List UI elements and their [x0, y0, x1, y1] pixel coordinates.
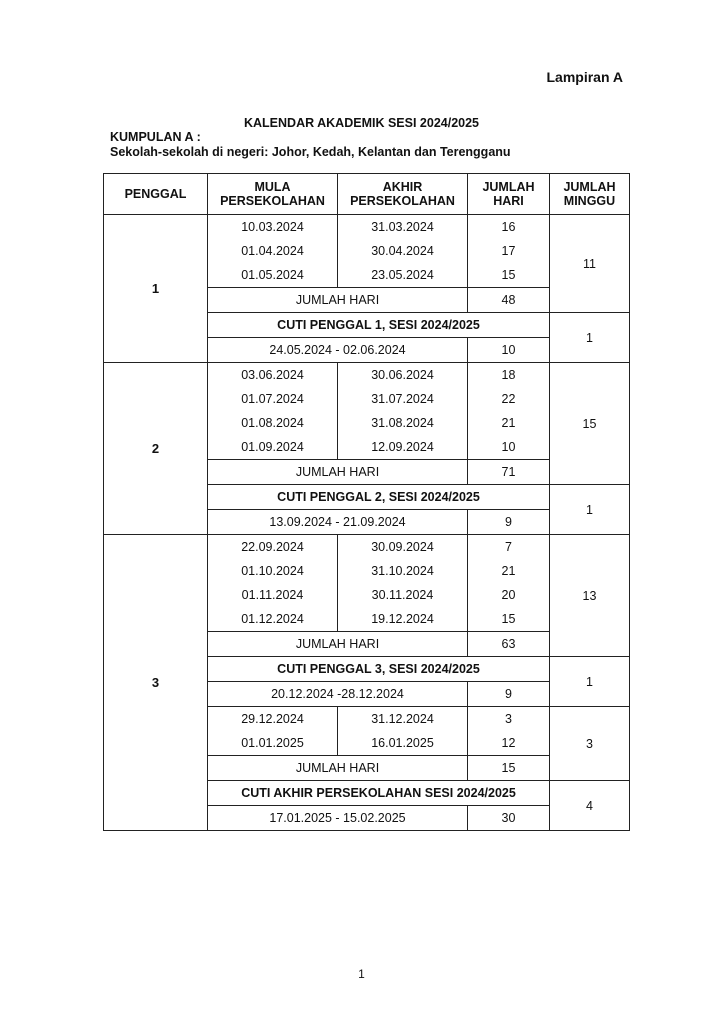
- mula-cell: 01.05.2024: [208, 263, 338, 288]
- minggu-cell: 11: [550, 215, 630, 313]
- mula-cell: 01.08.2024: [208, 411, 338, 435]
- mula-cell: 03.06.2024: [208, 363, 338, 388]
- calendar-title: KALENDAR AKADEMIK SESI 2024/2025: [243, 116, 480, 130]
- table-row: [104, 535, 630, 560]
- hari-cell: 20: [468, 583, 550, 607]
- akhir-cell: 12.09.2024: [338, 435, 468, 460]
- col-mula: MULA PERSEKOLAHAN: [208, 174, 338, 215]
- table-row: [104, 363, 630, 388]
- mula-cell: 01.01.2025: [208, 731, 338, 756]
- total-hari-cell: 71: [468, 460, 550, 485]
- cuti-days-cell: 9: [468, 510, 550, 535]
- akhir-cell: 19.12.2024: [338, 607, 468, 632]
- mula-cell: 01.11.2024: [208, 583, 338, 607]
- total-hari-cell: 48: [468, 288, 550, 313]
- mula-cell: 01.12.2024: [208, 607, 338, 632]
- penggal-1-cell: 1: [104, 215, 208, 363]
- penggal-2-cell: 2: [104, 363, 208, 535]
- cuti-title: CUTI PENGGAL 1, SESI 2024/2025: [208, 313, 550, 338]
- jumlah-hari-label: JUMLAH HARI: [208, 288, 468, 313]
- mula-cell: 22.09.2024: [208, 535, 338, 560]
- hari-cell: 7: [468, 535, 550, 560]
- cuti-days-cell: 9: [468, 682, 550, 707]
- cuti-days-cell: 10: [468, 338, 550, 363]
- hari-cell: 10: [468, 435, 550, 460]
- jumlah-hari-label: JUMLAH HARI: [208, 756, 468, 781]
- total-hari-cell: 63: [468, 632, 550, 657]
- jumlah-hari-label: JUMLAH HARI: [208, 632, 468, 657]
- table-row: [104, 215, 630, 240]
- minggu-cell: 3: [550, 707, 630, 781]
- mula-cell: 01.04.2024: [208, 239, 338, 263]
- hari-cell: 18: [468, 363, 550, 388]
- akhir-cell: 31.03.2024: [338, 215, 468, 240]
- cuti-range: 13.09.2024 - 21.09.2024: [208, 510, 468, 535]
- mula-cell: 29.12.2024: [208, 707, 338, 732]
- mula-cell: 01.07.2024: [208, 387, 338, 411]
- akhir-cell: 31.07.2024: [338, 387, 468, 411]
- minggu-cell: 15: [550, 363, 630, 485]
- cuti-akhir-range: 17.01.2025 - 15.02.2025: [208, 806, 468, 831]
- akhir-cell: 23.05.2024: [338, 263, 468, 288]
- akhir-cell: 16.01.2025: [338, 731, 468, 756]
- table-header-row: [104, 174, 630, 215]
- hari-cell: 15: [468, 607, 550, 632]
- akhir-cell: 31.12.2024: [338, 707, 468, 732]
- lampiran-label: Lampiran A: [546, 69, 623, 85]
- mula-cell: 01.09.2024: [208, 435, 338, 460]
- page-number: 1: [358, 967, 365, 981]
- akhir-cell: 30.11.2024: [338, 583, 468, 607]
- academic-calendar-table: [103, 173, 630, 831]
- hari-cell: 21: [468, 559, 550, 583]
- col-jumlah-minggu: JUMLAH MINGGU: [550, 174, 630, 215]
- jumlah-hari-label: JUMLAH HARI: [208, 460, 468, 485]
- col-penggal: PENGGAL: [104, 174, 208, 215]
- akhir-cell: 30.09.2024: [338, 535, 468, 560]
- col-akhir: AKHIR PERSEKOLAHAN: [338, 174, 468, 215]
- cuti-title: CUTI PENGGAL 3, SESI 2024/2025: [208, 657, 550, 682]
- hari-cell: 22: [468, 387, 550, 411]
- col-jumlah-hari: JUMLAH HARI: [468, 174, 550, 215]
- hari-cell: 16: [468, 215, 550, 240]
- mula-cell: 10.03.2024: [208, 215, 338, 240]
- cuti-weeks-cell: 4: [550, 781, 630, 831]
- group-label: KUMPULAN A :: [110, 130, 201, 144]
- cuti-weeks-cell: 1: [550, 313, 630, 363]
- mula-cell: 01.10.2024: [208, 559, 338, 583]
- akhir-cell: 30.04.2024: [338, 239, 468, 263]
- akhir-cell: 31.08.2024: [338, 411, 468, 435]
- hari-cell: 3: [468, 707, 550, 732]
- total-hari-cell: 15: [468, 756, 550, 781]
- cuti-title: CUTI PENGGAL 2, SESI 2024/2025: [208, 485, 550, 510]
- hari-cell: 12: [468, 731, 550, 756]
- cuti-days-cell: 30: [468, 806, 550, 831]
- minggu-cell: 13: [550, 535, 630, 657]
- penggal-3-cell: 3: [104, 535, 208, 831]
- cuti-weeks-cell: 1: [550, 657, 630, 707]
- cuti-weeks-cell: 1: [550, 485, 630, 535]
- cuti-range: 24.05.2024 - 02.06.2024: [208, 338, 468, 363]
- states-label: Sekolah-sekolah di negeri: Johor, Kedah, Kelantan dan Terengganu: [110, 145, 511, 159]
- hari-cell: 15: [468, 263, 550, 288]
- hari-cell: 17: [468, 239, 550, 263]
- cuti-akhir-title: CUTI AKHIR PERSEKOLAHAN SESI 2024/2025: [208, 781, 550, 806]
- akhir-cell: 30.06.2024: [338, 363, 468, 388]
- akhir-cell: 31.10.2024: [338, 559, 468, 583]
- cuti-range: 20.12.2024 -28.12.2024: [208, 682, 468, 707]
- hari-cell: 21: [468, 411, 550, 435]
